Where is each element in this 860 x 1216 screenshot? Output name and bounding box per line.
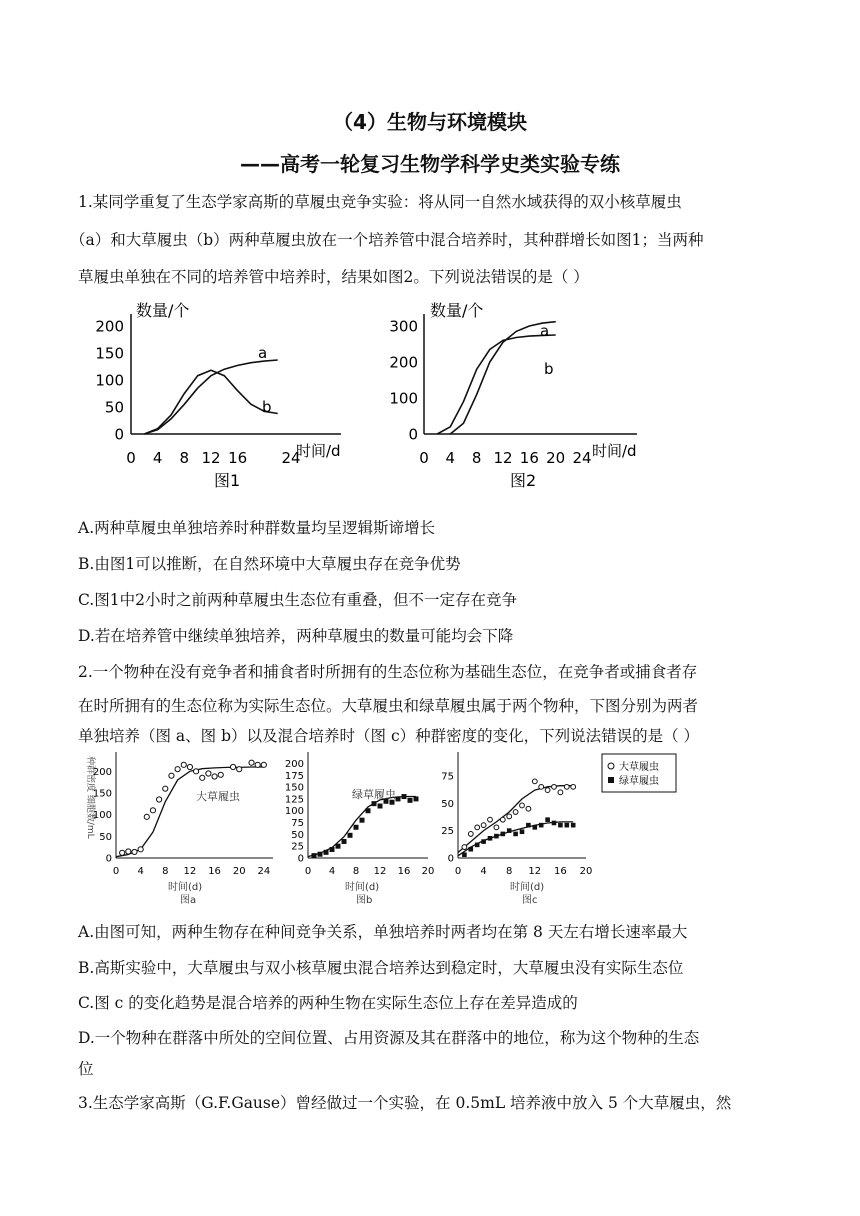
figure-c-point-lv [533,825,538,830]
figure-b-point [330,847,335,852]
figure-b-point [336,844,341,849]
figure-2-ytick: 0 [408,425,418,444]
figure-a-point [187,764,192,769]
figure-c-point-da [571,784,576,789]
figure-c-ytick: 75 [441,771,454,783]
question-2-option-d: D.一个物种在群落中所处的空间位置、占用资源及其在群落中的地位，称为这个物种的生态 [78,1029,700,1047]
figure-b-point [342,839,347,844]
figure-c-point-da [475,825,480,830]
figure-2-ytick: 300 [389,317,418,336]
figure-c-point-lv [507,828,512,833]
figure-b-series-label: 绿草履虫 [352,788,396,801]
figure-c-xtick: 8 [506,866,513,877]
figure-c-point-lv [539,823,544,828]
figure-a-ylabel: 种群密度 细胞数/mL [85,756,95,839]
figure-a-xtick: 8 [162,866,169,877]
question-2-line-3: 单独培养（图 a、图 b）以及混合培养时（图 c）种群密度的变化，下列说法错误的是（ ） [78,727,700,745]
figure-a-xtick: 20 [232,866,246,877]
figure-c-ytick: 25 [441,826,454,838]
question-1-line-2: （a）和大草履虫（b）两种草履虫放在一个培养管中混合培养时，其种群增长如图1；当两种 [70,231,704,249]
figure-a-point [150,808,155,813]
figure-1-ytick: 50 [104,398,124,417]
figure-b-caption: 图b [356,895,373,906]
figure-a-point [212,774,217,779]
figure-c-point-lv [520,829,525,834]
figure-2-ylabel: 数量/个 [430,301,484,320]
figure-c-point-lv [501,832,506,837]
figure-c-point-da [513,810,518,815]
figure-c-point-lv [494,834,499,839]
question-2-option-b: B.高斯实验中，大草履虫与双小核草履虫混合培养达到稳定时，大草履虫没有实际生态位 [78,959,684,977]
figure-1-label-b: b [262,398,272,416]
question-2-line-2: 在时所拥有的生态位称为实际生态位。大草履虫和绿草履虫属于两个物种，下图分别为两者 [78,697,699,715]
figure-1-ytick: 0 [114,425,124,444]
figure-a-xtick: 24 [257,866,271,877]
figure-b-xtick: 12 [373,866,387,877]
figure-c-curve-da [458,786,573,853]
figure-b-ytick: 25 [291,841,304,853]
figure-2-ytick: 200 [389,353,418,372]
figure-a-points [120,760,267,855]
figure-c-point-da [526,806,531,811]
question-2-option-c: C.图 c 的变化趋势是混合培养的两种生物在实际生态位上存在差异造成的 [78,994,578,1012]
figure-a-point [261,762,266,767]
figure-a-point [157,797,162,802]
figure-c-ytick: 0 [447,853,454,865]
figure-c-point-lv [481,839,486,844]
figure-1-ytick: 150 [95,344,124,363]
figure-a-point [120,850,125,855]
figure-2-label-b: b [544,360,554,378]
figure-1-ylabel: 数量/个 [136,301,190,320]
question-1-line-1: 1.某同学重复了生态学家高斯的草履虫竞争实验：将从同一自然水域获得的双小核草履虫 [78,193,682,211]
figure-a-xlabel: 时间(d) [168,882,203,893]
figure-a-point [237,767,242,772]
figure-c-point-da [532,779,537,784]
question-3-line-1: 3.生态学家高斯（G.F.Gause）曾经做过一个实验，在 0.5mL 培养液中放入 5 个大草履虫，然 [78,1094,732,1112]
figure-2-ytick: 100 [389,389,418,408]
figure-a-series-label: 大草履虫 [196,790,240,803]
figure-b-xtick: 4 [328,866,336,877]
figure-2-chart [382,296,682,496]
figure-b-curve [308,797,416,857]
figure-a-xtick: 0 [112,866,120,877]
figure-c-point-lv [488,836,493,841]
figure-c-xtick: 0 [454,866,462,877]
figure-a-ytick: 200 [92,766,112,778]
figure-b-xtick: 0 [304,866,312,877]
figure-1-xtick: 4 [152,449,163,467]
figure-1-xtick: 0 [126,449,136,467]
figure-b-ytick: 125 [284,794,304,806]
figure-c-point-lv [469,847,474,852]
figure-1-label-a: a [258,344,268,362]
figure-2-xtick: 12 [493,449,513,467]
figure-b-ytick: 150 [284,782,304,794]
figure-c-point-lv [571,823,576,828]
figure-2-caption: 图2 [510,471,537,490]
figure-c-point-lv [462,852,467,857]
figure-a-point [255,762,260,767]
figure-c-point-da [552,784,557,789]
figure-a-xtick: 12 [183,866,197,877]
figure-1-xtick: 8 [179,449,190,467]
question-1-option-b: B.由图1可以推断，在自然环境中大草履虫存在竞争优势 [78,555,461,573]
question-1-option-d: D.若在培养管中继续单独培养，两种草履虫的数量可能均会下降 [78,627,514,645]
figure-2-xlabel: 时间/d [592,442,637,460]
figure-a-point [200,775,205,780]
figure-a-point [144,814,149,819]
figure-c-point-lv [545,817,550,822]
figure-b-point [324,850,329,855]
figure-b-point [372,801,377,806]
figure-c-chart [436,748,686,878]
figure-b-point [348,833,353,838]
figure-b-point [408,798,413,803]
figure-c-legend-da: 大草履虫 [619,762,659,773]
figure-a-point [163,786,168,791]
figure-b-points [312,794,419,858]
question-2-option-d-cont: 位 [78,1060,94,1078]
figure-1-xtick: 12 [201,449,221,467]
figure-1-xtick: 16 [228,449,248,467]
figure-a-ytick: 0 [105,853,112,865]
figure-a-caption: 图a [180,895,197,906]
figure-c-xlabel: 时间(d) [510,882,545,893]
figure-b-ytick: 100 [284,806,304,818]
figure-b-point [402,794,407,799]
figure-b-point [396,796,401,801]
figure-2-xtick: 16 [519,449,539,467]
figure-c-xtick: 20 [579,866,593,877]
figure-b-point [354,825,359,830]
figure-2-xtick: 0 [419,449,429,467]
figure-a-xtick: 4 [137,866,144,877]
figure-b-ytick: 175 [284,770,304,782]
figure-c-point-da [507,814,512,819]
figure-c-point-da [488,817,493,822]
figure-a-point [132,849,137,854]
figure-2-series-b [437,335,556,434]
figure-1-xlabel: 时间/d [296,442,341,460]
figure-1-ytick: 100 [95,371,124,390]
question-1-option-c: C.图1中2小时之前两种草履虫生态位有重叠，但不一定存在竞争 [78,591,517,609]
figure-a-ytick: 50 [99,831,112,843]
figure-a-point [218,772,223,777]
figure-b-ytick: 200 [284,758,304,770]
figure-2-label-a: a [540,322,550,340]
figure-c-ytick: 50 [441,798,454,810]
figure-1-chart [86,296,366,496]
figure-c-point-da [520,803,525,808]
figure-a-point [249,760,254,765]
figure-b-chart [278,748,438,878]
figure-1-ytick: 200 [95,317,124,336]
figure-a-point [181,762,186,767]
figure-a-ytick: 150 [92,788,112,800]
question-2-option-a: A.由图可知，两种生物存在种间竞争关系，单独培养时两者均在第 8 天左右增长速率最大 [78,923,688,941]
figure-c-point-lv [475,843,480,848]
figure-c-point-da [468,832,473,837]
figure-b-xtick: 16 [397,866,411,877]
figure-2-xtick: 20 [546,449,566,467]
figure-c-legend-lv: 绿草履虫 [619,776,659,787]
figure-c-point-lv [565,823,570,828]
figure-2-xtick: 8 [471,449,482,467]
figure-c-point-da [462,845,467,850]
figure-a-xtick: 16 [208,866,221,877]
figure-a-ytick: 100 [92,810,112,822]
figure-a-point [193,769,198,774]
figure-b-point [366,808,371,813]
figure-a-point [230,764,235,769]
figure-c-point-da [539,784,544,789]
page-subtitle: ——高考一轮复习生物学科学史类实验专练 [240,152,620,176]
figure-b-xtick: 8 [352,866,360,877]
question-1-line-3: 草履虫单独在不同的培养管中培养时，结果如图2。下列说法错误的是（ ） [78,268,589,286]
figure-b-point [378,804,383,809]
figure-c-points-da [462,779,576,849]
figure-b-ytick: 50 [291,829,304,841]
figure-c-point-da [558,790,563,795]
figure-c-xtick: 12 [528,866,542,877]
figure-b-xlabel: 时间(d) [345,882,380,893]
figure-1-xtick: 24 [281,449,301,467]
figure-2-xtick: 24 [572,449,592,467]
figure-c-point-da [545,788,550,793]
figure-a-point [126,849,131,854]
figure-b-point [318,852,323,857]
question-2-line-1: 2.一个物种在没有竞争者和捕食者时所拥有的生态位称为基础生态位，在竞争者或捕食者存 [78,663,698,681]
figure-c-xtick: 4 [480,866,487,877]
question-1-option-a: A.两种草履虫单独培养时种群数量均呈逻辑斯谛增长 [78,519,436,537]
figure-2-xtick: 4 [445,449,456,467]
figure-c-point-da [481,823,486,828]
figure-c-point-lv [558,823,563,828]
figure-c-points-lv [462,817,575,857]
figure-c-point-lv [552,821,557,826]
figure-a-curve [116,767,264,857]
figure-a-point [138,847,143,852]
figure-c-point-da [494,825,499,830]
figure-b-ytick: 75 [291,818,304,830]
figure-c-point-lv [513,832,518,837]
figure-c-xtick: 16 [554,866,567,877]
figure-c-caption: 图c [522,895,538,906]
figure-a-point [175,767,180,772]
figure-a-point [169,773,174,778]
page-title: （4）生物与环境模块 [333,110,527,134]
figure-a-point [206,771,211,776]
figure-1-caption: 图1 [214,471,241,490]
figure-b-ytick: 0 [297,853,304,865]
figure-c-point-lv [526,823,531,828]
figure-c-point-da [500,817,505,822]
figure-c-point-da [564,784,569,789]
figure-a-chart [78,748,278,878]
figure-b-point [360,818,365,823]
figure-b-point [414,796,419,801]
figure-b-xtick: 20 [421,866,435,877]
figure-b-point [312,853,317,858]
